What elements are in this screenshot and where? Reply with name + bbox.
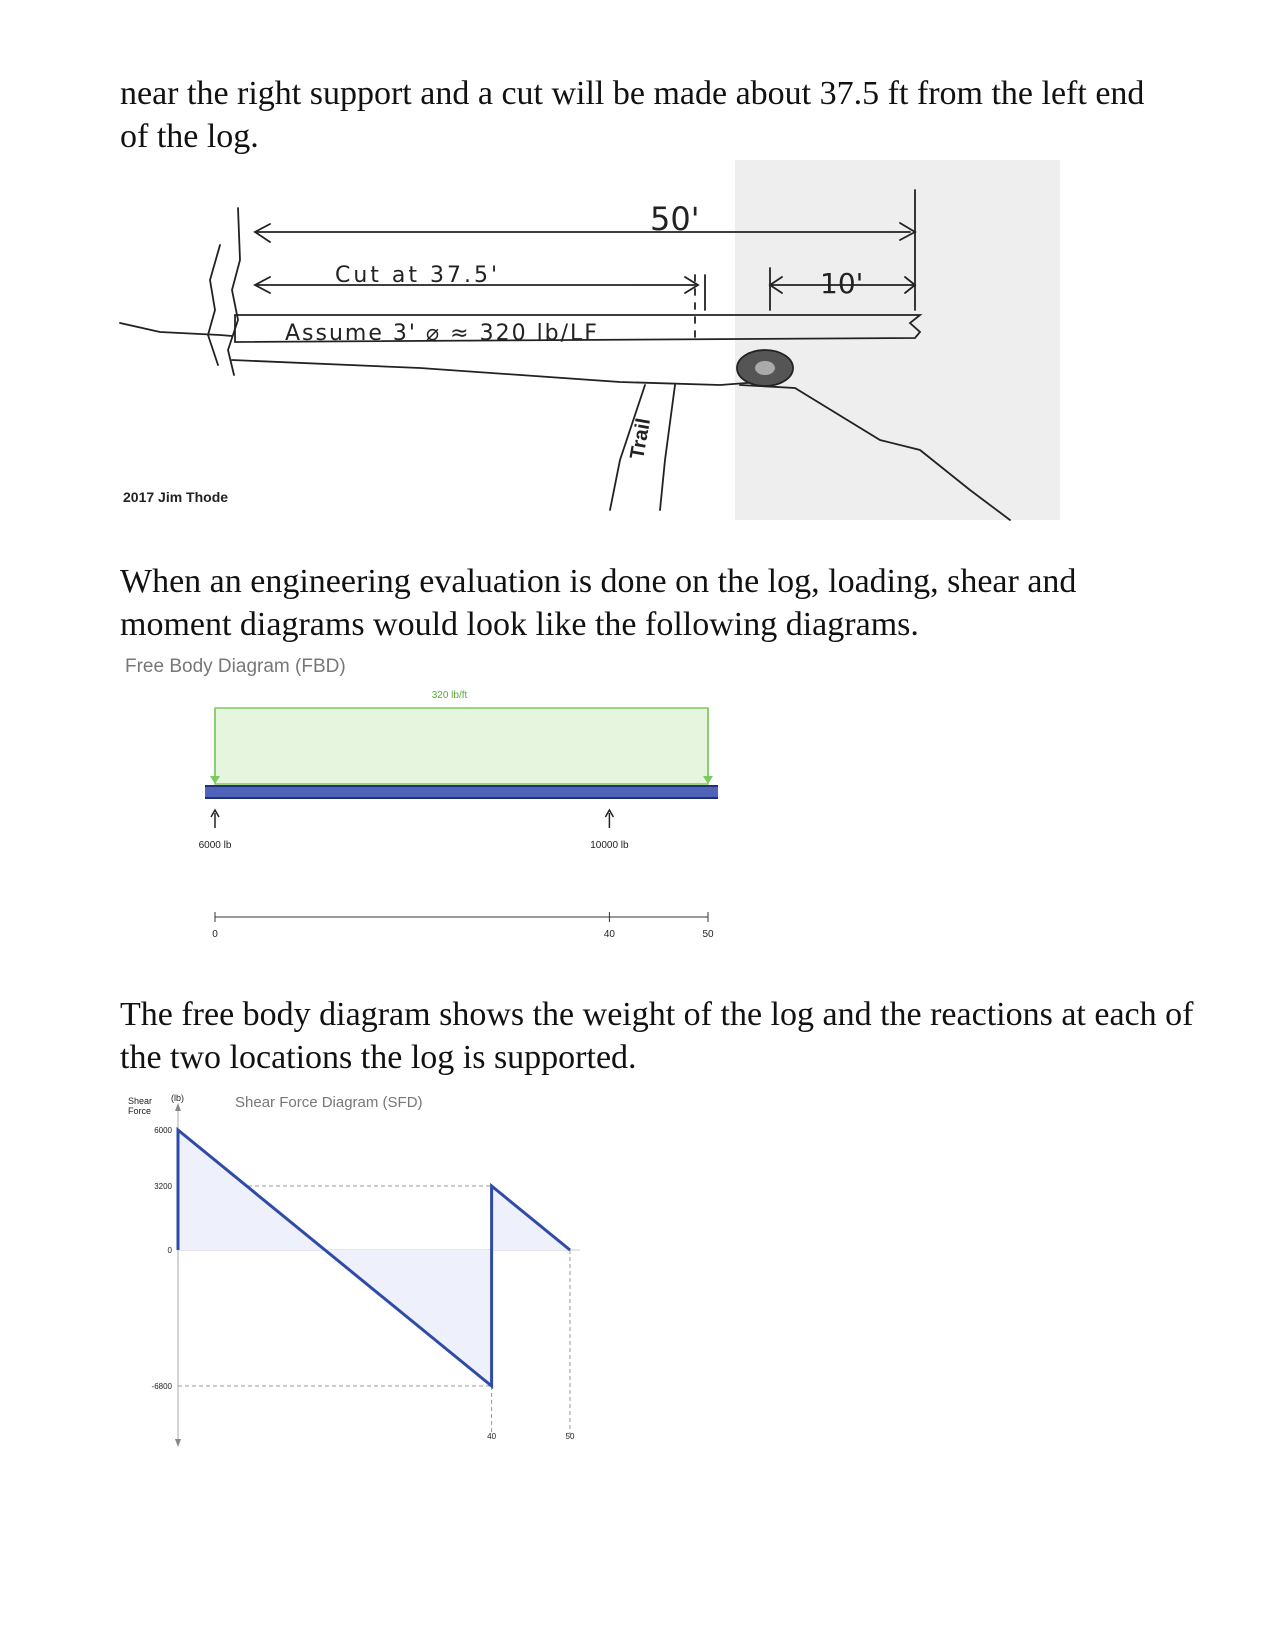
sfd-x-tick-label: 40 [487, 1432, 497, 1441]
sketch-credit: 2017 Jim Thode [123, 489, 229, 505]
sfd-y-axis-arrow-bottom [175, 1439, 181, 1447]
beam [205, 786, 718, 798]
log-sketch [120, 160, 1060, 538]
fbd-axis-tick-label: 50 [702, 929, 714, 940]
sketch-paper-background [735, 160, 1060, 520]
fbd-axis-tick-label: 0 [212, 929, 218, 940]
sfd-y-tick-label: 0 [167, 1246, 172, 1255]
fbd-title: Free Body Diagram (FBD) [125, 656, 346, 677]
paragraph-evaluation: When an engineering evaluation is done on the log, loading, shear and moment diagrams would look like the following diagrams. [120, 563, 1077, 643]
reaction-label: 10000 lb [590, 840, 629, 851]
sfd-y-tick-label: 3200 [154, 1182, 172, 1191]
reaction-label: 6000 lb [198, 840, 232, 851]
free-body-diagram [120, 656, 800, 1000]
fbd-axis-tick-label: 40 [603, 929, 615, 940]
sfd-ylabel-force: Force [128, 1106, 152, 1116]
distributed-load [215, 708, 708, 784]
sfd-yunit: (lb) [171, 1093, 184, 1103]
sketch-label-trail: Trail [626, 416, 656, 461]
shear-force-diagram [120, 1093, 640, 1575]
sketch-label-assume: Assume 3' ⌀ ≈ 320 lb/LF [285, 321, 599, 346]
sketch-label-cut: Cut at 37.5' [335, 263, 501, 288]
paragraph-fbd-explanation: The free body diagram shows the weight of the log and the reactions at each of the two locations the log is supported. [120, 996, 1194, 1076]
sketch-label-50: 50' [650, 200, 700, 238]
sfd-y-tick-label: 6000 [154, 1126, 172, 1135]
sfd-y-axis-arrow-top [175, 1103, 181, 1111]
sfd-area [178, 1130, 570, 1386]
paragraph-intro: near the right support and a cut will be made about 37.5 ft from the left end of the log. [120, 75, 1145, 155]
load-label: 320 lb/ft [431, 690, 468, 701]
sfd-ylabel-shear: Shear [128, 1096, 153, 1106]
sfd-x-tick-label: 50 [565, 1432, 575, 1441]
sfd-y-tick-label: -6800 [151, 1382, 172, 1391]
sfd-title: Shear Force Diagram (SFD) [235, 1094, 423, 1111]
sketch-label-10: 10' [820, 267, 864, 300]
